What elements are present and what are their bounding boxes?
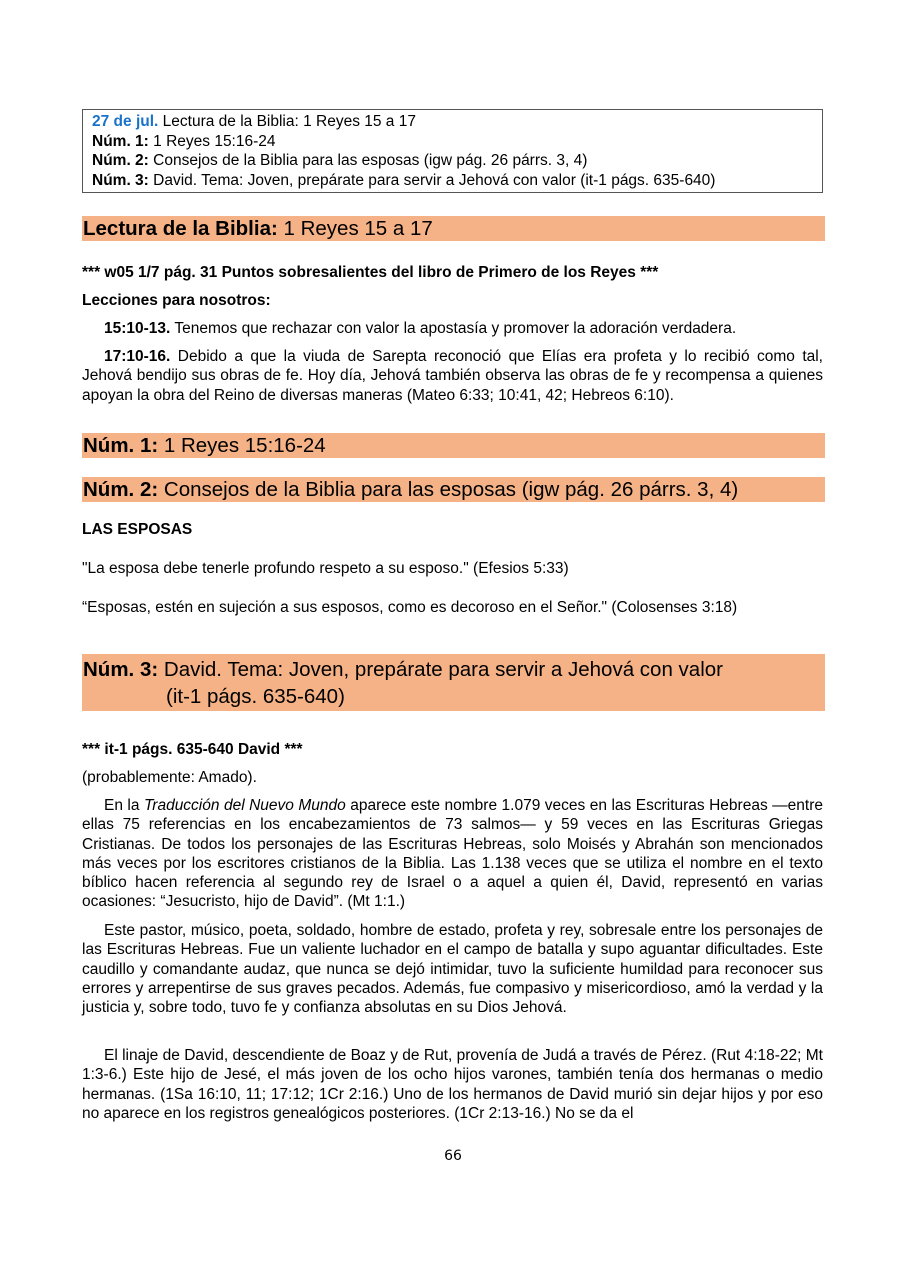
heading-text: David. Tema: Joven, prepárate para servir a Jehová con valor [158, 658, 723, 681]
summary-item-label: Núm. 2: [92, 152, 149, 169]
lesson-text: Tenemos que rechazar con valor la apostasía y promover la adoración verdadera. [170, 320, 737, 337]
page-number: 66 [444, 1148, 462, 1164]
lesson-text: Debido a que la viuda de Sarepta reconoció que Elías era profeta y lo recibió como tal, Jehová bendijo sus obras de fe. Hoy día, Jehová también observa las obras de fe y recompensa a quienes apoyan la obra del Reino de diversas maneras (Mateo 6:33; 10:41, 42; Hebreos 6:10). [82, 348, 823, 404]
summary-item-text: Consejos de la Biblia para las esposas (igw pág. 26 párrs. 3, 4) [148, 152, 588, 169]
paragraph-1 [82, 796, 823, 912]
num1-heading [82, 433, 825, 458]
name-meaning: (probablemente: Amado). [82, 769, 257, 786]
num2-subtitle: LAS ESPOSAS [82, 521, 193, 538]
paragraph-2: Este pastor, músico, poeta, soldado, hombre de estado, profeta y rey, sobresale entre los personajes de las Escrituras Hebreas. Fue un valiente luchador en el campo de batalla y supo aguantar dificultades. Este caudillo y comandante audaz, que nunca se dejó intimidar, tuvo la suficiente humildad para reconocer sus errores y arrepentirse de sus graves pecados. Además, fue compasivo y misericordioso, amó la verdad y la justicia y, sobre todo, tuvo fe y confianza absolutas en su Dios Jehová. [82, 922, 823, 1017]
reading-heading [82, 216, 825, 241]
heading-label: Núm. 2: [83, 478, 159, 501]
num3-heading [82, 654, 825, 711]
summary-item-1 [92, 132, 822, 152]
summary-item-label: Núm. 3: [92, 171, 149, 189]
summary-item-3 [92, 171, 822, 191]
summary-reading-text: Lectura de la Biblia: 1 Reyes 15 a 17 [158, 113, 416, 130]
lesson-ref: 15:10-13. [104, 320, 171, 337]
num2-quote-1: "La esposa debe tenerle profundo respeto a su esposo." (Efesios 5:33) [82, 560, 569, 577]
heading-label: Núm. 1: [83, 434, 159, 457]
paragraph-text: aparece este nombre 1.079 veces en las Escrituras Hebreas —entre ellas 75 referencias en los encabezamientos de 73 salmos— y 59 veces en las Escrituras Griegas Cristianas. De todos los personajes de las Escrituras Hebreas, solo Moisés y Abrahán son mencionados más veces por los escritores cristianos de la Biblia. Las 1.138 veces que se utiliza el nombre en el texto bíblico hacen referencia al segundo rey de Israel o a aquel a quien él, David, representó en varias ocasiones: “Jesucristo, hijo de David”. (Mt 1:1.) [82, 797, 824, 911]
summary-item-text: David. Tema: Joven, prepárate para servir a Jehová con valor (it-1 págs. 635-640) [148, 171, 716, 189]
weekly-summary-box [82, 109, 823, 193]
paragraph-text: En la [104, 797, 144, 814]
summary-item-label: Núm. 1: [92, 132, 149, 150]
heading-text: Consejos de la Biblia para las esposas (igw pág. 26 párrs. 3, 4) [158, 478, 739, 501]
num3-heading-line-1 [83, 656, 825, 683]
num3-heading-line-2: (it-1 págs. 635-640) [166, 685, 345, 708]
heading-label: Núm. 3: [83, 658, 159, 681]
num3-source-reference: *** it-1 págs. 635-640 David *** [82, 741, 303, 758]
lessons-title: Lecciones para nosotros: [82, 292, 271, 309]
num2-heading [82, 477, 825, 502]
summary-item-text: 1 Reyes 15:16-24 [148, 132, 276, 150]
summary-reading-line [92, 112, 822, 132]
summary-date: 27 de jul. [92, 113, 159, 130]
paragraph-3: El linaje de David, descendiente de Boaz y de Rut, provenía de Judá a través de Pérez. (Rut 4:18-22; Mt 1:3-6.) Este hijo de Jesé, el más joven de los ocho hijos varones, también tenía dos hermanas o medio hermanas. (1Sa 16:10, 11; 17:12; 1Cr 2:16.) Uno de los hermanos de David murió sin dejar hijos y por eso no aparece en los registros genealógicos posteriores. (1Cr 2:13-16.) No se da el [82, 1047, 823, 1122]
summary-item-2 [92, 151, 822, 171]
lesson-ref: 17:10-16. [104, 348, 171, 365]
translation-title: Traducción del Nuevo Mundo [143, 797, 346, 814]
heading-text: 1 Reyes 15 a 17 [277, 217, 433, 240]
num2-quote-2: “Esposas, estén en sujeción a sus esposos, como es decoroso en el Señor." (Colosenses 3:18) [82, 599, 738, 616]
lesson-item-1 [82, 319, 823, 338]
heading-text: 1 Reyes 15:16-24 [158, 434, 326, 457]
lesson-item-2 [82, 347, 823, 405]
heading-label: Lectura de la Biblia: [83, 217, 278, 240]
reading-source-reference: *** w05 1/7 pág. 31 Puntos sobresalientes del libro de Primero de los Reyes *** [82, 264, 659, 281]
